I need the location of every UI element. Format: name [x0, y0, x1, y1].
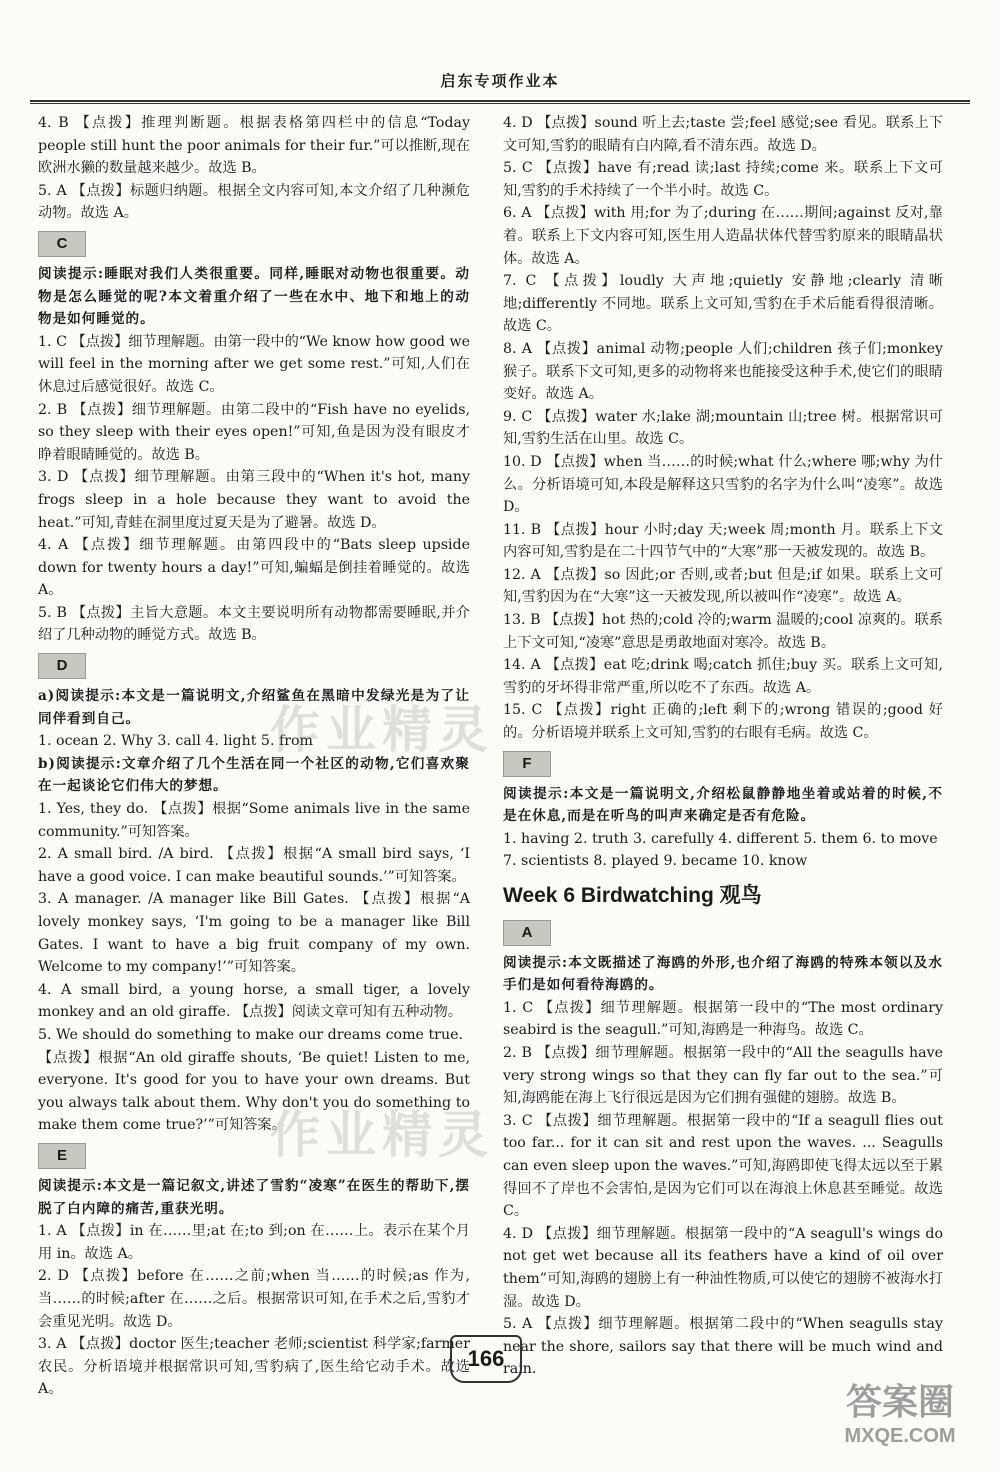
answer-item: 3. A 【点拨】doctor 医生;teacher 老师;scientist 科学家;farmer 农民。分析语境并根据常识可知,雪豹病了,医生给它动手术。故选 A。 [38, 1336, 470, 1398]
section-label-f: F [503, 751, 551, 777]
site-logo-text: 答案圈 [845, 1381, 954, 1422]
answer-item: 1. Yes, they do. 【点拨】根据“Some animals live in the same community.”可知答案。 [38, 801, 470, 840]
answer-item: 5. B 【点拨】主旨大意题。本文主要说明所有动物都需要睡眠,并介绍了几种动物的睡觉方式。故选 B。 [38, 604, 470, 644]
section-label-a: A [503, 920, 551, 946]
page-header: 启东专项作业本 [440, 72, 560, 90]
section-label-e: E [38, 1143, 86, 1169]
reading-tip: b)阅读提示:文章介绍了几个生活在同一个社区的动物,它们喜欢聚在一起谈论它们伟大的梦想。 [38, 755, 470, 795]
answer-item: 13. B 【点拨】hot 热的;cold 冷的;warm 温暖的;cool 凉爽的。联系上下文可知,“凌寒”意思是勇敢地面对寒冷。故选 B。 [503, 612, 943, 651]
answer-item: 4. A small bird, a young horse, a small tiger, a lovely monkey and an old giraffe. 【点拨】阅读文章可知有五种动物。 [38, 981, 470, 1021]
answer-item: 3. C 【点拨】细节理解题。根据第一段中的“If a seagull flies out too far... for it can sit and rest upon the waves. ... Seagulls can even sleep upon the waves.”可知,海鸥即使飞得太远以至于累得回不了岸也不会害怕,是因为它们可以在海浪上休息甚至睡觉。故选 C。 [503, 1112, 943, 1220]
answer-item: 2. A small bird. /A bird. 【点拨】根据“A small bird says, ‘I have a good voice. I can make beautiful sounds.’”可知答案。 [38, 846, 470, 885]
answer-item: 1. C 【点拨】细节理解题。根据第一段中的“The most ordinary seabird is the seagull.”可知,海鸥是一种海鸟。故选 C。 [503, 999, 943, 1039]
answer-line: 1. having 2. truth 3. carefully 4. different 5. them 6. to move [503, 830, 938, 847]
answer-item: 6. A 【点拨】with 用;for 为了;during 在……期间;against 反对,靠着。联系上下文内容可知,医生用人造晶状体代替雪豹原来的眼睛晶状体。故选 A。 [503, 205, 943, 267]
reading-tip: 阅读提示:本文是一篇记叙文,讲述了雪豹“凌寒”在医生的帮助下,摆脱了白内障的痛苦,重获光明。 [38, 1177, 470, 1217]
site-logo [820, 1380, 980, 1460]
answer-item: 5. C 【点拨】have 有;read 读;last 持续;come 来。联系上下文可知,雪豹的手术持续了一个半小时。故选 C。 [503, 160, 943, 199]
answer-item: 14. A 【点拨】eat 吃;drink 喝;catch 抓住;buy 买。联系上文可知,雪豹的牙坏得非常严重,所以吃不了东西。故选 A。 [503, 657, 943, 696]
reading-tip: a)阅读提示:本文是一篇说明文,介绍鲨鱼在黑暗中发绿光是为了让同伴看到自己。 [38, 688, 470, 727]
answer-item: 4. A 【点拨】细节理解题。由第四段中的“Bats sleep upside down for twenty hours a day!”可知,蝙蝠是倒挂着睡觉的。故选 A。 [38, 537, 470, 599]
answer-item: 5. We should do something to make our dreams come true. [38, 1026, 463, 1043]
answer-item: 4. D 【点拨】细节理解题。根据第一段中的“A seagull's wings do not get wet because all its feathers have a kind of oil over them”可知,海鸥的翅膀上有一种油性物质,可以使它的翅膀不被海水打湿。故选 D。 [503, 1225, 943, 1310]
watermark: 作业精灵 [270, 1106, 494, 1164]
answer-item: 3. A manager. /A manager like Bill Gates. 【点拨】根据“A lovely monkey says, ‘I'm going to be a manager like Bill Gates. I want to have a big fruit company of my own. Welcome to my company!’”可知答案。 [38, 891, 470, 976]
watermark: 作业精灵 [270, 701, 494, 759]
answer-item: 12. A 【点拨】so 因此;or 否则,或者;but 但是;if 如果。联系上文可知,雪豹因为在“大寒”这一天被发现,所以被叫作“凌寒”。故选 A。 [503, 566, 943, 606]
answer-item: 8. A 【点拨】animal 动物;people 人们;children 孩子们;monkey 猴子。联系下文可知,更多的动物将来也能接受这种手术,使它们的眼睛变好。故选 A。 [503, 340, 943, 403]
header-rule-thin [30, 103, 970, 104]
header-rule [30, 100, 970, 102]
answer-item: 5. A 【点拨】细节理解题。根据第二段中的“When seagulls stay near the shore, sailors say that there will be much wind and rain. [503, 1316, 943, 1378]
reading-tip: 阅读提示:本文既描述了海鸥的外形,也介绍了海鸥的特殊本领以及水手们是如何看待海鸥的。 [503, 954, 943, 994]
answer-item: 4. B 【点拨】推理判断题。根据表格第四栏中的信息“Today people still hunt the poor animals for their fur.”可以推断,现在欧洲水獭的数量越来越少。故选 B。 [38, 115, 471, 177]
answer-item: 2. B 【点拨】细节理解题。根据第一段中的“All the seagulls have very strong wings so that they can fly far out to the sea.”可知,海鸥能在海上飞行很远是因为它们拥有强健的翅膀。故选 B。 [503, 1044, 943, 1107]
page-number: 166 [450, 1335, 522, 1383]
answer-line: 1. ocean 2. Why 3. call 4. light 5. from [38, 733, 313, 750]
answer-item: 5. A 【点拨】标题归纳题。根据全文内容可知,本文介绍了几种濒危动物。故选 A。 [38, 182, 470, 222]
answer-item: 2. B 【点拨】细节理解题。由第二段中的“Fish have no eyelids, so they sleep with their eyes open!”可知,鱼是因为没有眼皮才睁着眼睛睡觉的。故选 B。 [38, 401, 470, 463]
answer-item: 2. D 【点拨】before 在……之前;when 当……的时候;as 作为,当……的时候;after 在……之后。根据常识可知,在手术之后,雪豹才会重见光明。故选 D。 [38, 1268, 470, 1330]
answer-item: 11. B 【点拨】hour 小时;day 天;week 周;month 月。联系上下文内容可知,雪豹是在二十四节气中的“大寒”那一天被发现的。故选 B。 [503, 521, 943, 561]
site-logo-url: MXQE.COM [844, 1425, 956, 1447]
reading-tip: 阅读提示:本文是一篇说明文,介绍松鼠静静地坐着或站着的时候,不是在休息,而是在听鸟的叫声来确定是否有危险。 [503, 785, 943, 825]
answer-item: 10. D 【点拨】when 当……的时候;what 什么;where 哪;why 为什么。分析语境可知,本段是解释这只雪豹的名字为什么叫“凌寒”。故选 D。 [503, 453, 943, 516]
answer-item: 1. A 【点拨】in 在……里;at 在;to 到;on 在……上。表示在某个月用 in。故选 A。 [38, 1223, 470, 1262]
answer-item: 1. C 【点拨】细节理解题。由第一段中的“We know how good we will feel in the morning after we get some rest.”可知,人们在休息过后感觉很好。故选 C。 [38, 333, 470, 395]
reading-tip: 阅读提示:睡眠对我们人类很重要。同样,睡眠对动物也很重要。动物是怎么睡觉的呢?本文着重介绍了一些在水中、地下和地上的动物是如何睡觉的。 [38, 265, 470, 328]
section-label-d: D [38, 653, 86, 679]
answer-item: 3. D 【点拨】细节理解题。由第三段中的“When it's hot, many frogs sleep in a hole because they want to avoid the heat.”可知,青蛙在洞里度过夏天是为了避暑。故选 D。 [38, 469, 470, 531]
answer-line: 7. scientists 8. played 9. became 10. know [503, 853, 808, 870]
answer-item: 9. C 【点拨】water 水;lake 湖;mountain 山;tree 树。根据常识可知,雪豹生活在山里。故选 C。 [503, 408, 943, 448]
answer-item: 7. C 【点拨】loudly 大声地;quietly 安静地;clearly 清晰地;differently 不同地。联系上文可知,雪豹在手术后能看得很清晰。故选 C。 [503, 273, 943, 335]
answer-item: 4. D 【点拨】sound 听上去;taste 尝;feel 感觉;see 看见。联系上下文可知,雪豹的眼睛有白内障,看不清东西。故选 D。 [503, 115, 943, 154]
section-label-c: C [38, 231, 86, 257]
right-column [503, 112, 943, 1381]
answer-item: 15. C 【点拨】right 正确的;left 剩下的;wrong 错误的;good 好的。分析语境并联系上文可知,雪豹的右眼有毛病。故选 C。 [503, 702, 943, 742]
week-title: Week 6 Birdwatching 观鸟 [503, 884, 762, 907]
answer-item: 【点拨】根据“An old giraffe shouts, ‘Be quiet! Listen to me, everyone. It's good for you to have your own dreams. But you always talk about them. Why don't you do something to make them come true?’”可知答案。 [38, 1049, 470, 1134]
